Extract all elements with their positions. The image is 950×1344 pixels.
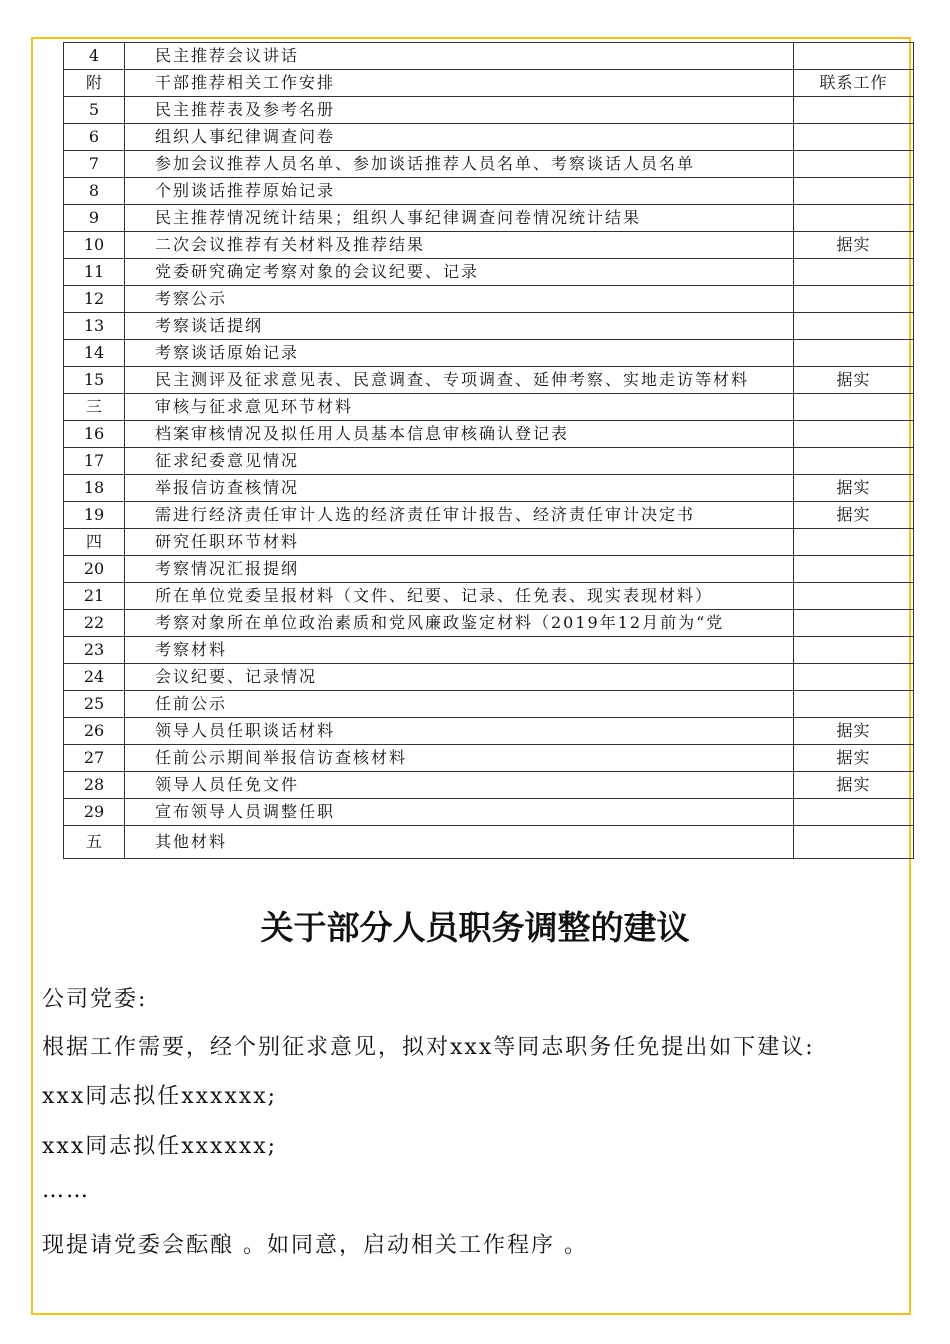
row-item: 领导人员任职谈话材料: [125, 718, 794, 745]
row-item: 党委研究确定考察对象的会议纪要、记录: [125, 259, 794, 286]
table-row: [64, 43, 914, 70]
row-item: 考察情况汇报提纲: [125, 556, 794, 583]
row-number: 25: [64, 691, 125, 718]
row-number: 17: [64, 448, 125, 475]
table-row: [64, 232, 914, 259]
row-number: 附: [64, 70, 125, 97]
row-item: 参加会议推荐人员名单、参加谈话推荐人员名单、考察谈话人员名单: [125, 151, 794, 178]
table-row: [64, 718, 914, 745]
table-row: [64, 394, 914, 421]
row-number: 29: [64, 799, 125, 826]
row-item: 考察对象所在单位政治素质和党风廉政鉴定材料（2019年12月前为“党: [125, 610, 794, 637]
row-item: 任前公示: [125, 691, 794, 718]
row-item: 民主推荐会议讲话: [125, 43, 794, 70]
row-item: 组织人事纪律调查问卷: [125, 124, 794, 151]
row-note: [794, 124, 914, 151]
row-note: 据实: [794, 772, 914, 799]
row-item: 考察公示: [125, 286, 794, 313]
intro-paragraph: 根据工作需要，经个别征求意见，拟对xxx等同志职务任免提出如下建议:: [42, 1035, 815, 1060]
row-item: 所在单位党委呈报材料（文件、纪要、记录、任免表、现实表现材料）: [125, 583, 794, 610]
table-row: [64, 97, 914, 124]
row-item: 领导人员任免文件: [125, 772, 794, 799]
row-note: [794, 664, 914, 691]
row-number: 14: [64, 340, 125, 367]
row-number: 9: [64, 205, 125, 232]
proposal-line-2: xxx同志拟任xxxxxx;: [42, 1134, 278, 1159]
row-note: [794, 610, 914, 637]
row-note: [794, 421, 914, 448]
row-number: 18: [64, 475, 125, 502]
row-note: 联系工作: [794, 70, 914, 97]
row-note: [794, 97, 914, 124]
table-row: [64, 178, 914, 205]
table-row: [64, 367, 914, 394]
row-note: 据实: [794, 502, 914, 529]
row-note: [794, 691, 914, 718]
table-row: [64, 502, 914, 529]
row-note: [794, 151, 914, 178]
proposal-line-1: xxx同志拟任xxxxxx;: [42, 1084, 278, 1109]
table-row: [64, 826, 914, 859]
row-item: 干部推荐相关工作安排: [125, 70, 794, 97]
row-number: 28: [64, 772, 125, 799]
row-note: [794, 205, 914, 232]
row-item: 征求纪委意见情况: [125, 448, 794, 475]
materials-table: [63, 42, 914, 859]
row-note: 据实: [794, 232, 914, 259]
row-number: 16: [64, 421, 125, 448]
row-note: [794, 259, 914, 286]
row-number: 15: [64, 367, 125, 394]
row-item: 需进行经济责任审计人选的经济责任审计报告、经济责任审计决定书: [125, 502, 794, 529]
table-row: [64, 583, 914, 610]
row-item: 研究任职环节材料: [125, 529, 794, 556]
row-note: [794, 556, 914, 583]
table-row: [64, 691, 914, 718]
row-number: 19: [64, 502, 125, 529]
row-number: 5: [64, 97, 125, 124]
row-item: 宣布领导人员调整任职: [125, 799, 794, 826]
row-note: [794, 637, 914, 664]
row-item: 考察谈话原始记录: [125, 340, 794, 367]
row-note: [794, 178, 914, 205]
row-number: 21: [64, 583, 125, 610]
row-number: 22: [64, 610, 125, 637]
table-row: [64, 70, 914, 97]
table-row: [64, 205, 914, 232]
row-number: 三: [64, 394, 125, 421]
row-note: 据实: [794, 367, 914, 394]
row-item: 会议纪要、记录情况: [125, 664, 794, 691]
row-item: 任前公示期间举报信访查核材料: [125, 745, 794, 772]
row-number: 6: [64, 124, 125, 151]
row-note: 据实: [794, 475, 914, 502]
ellipsis: ……: [42, 1178, 90, 1203]
row-note: [794, 43, 914, 70]
row-number: 27: [64, 745, 125, 772]
row-note: 据实: [794, 745, 914, 772]
table-row: [64, 799, 914, 826]
row-note: [794, 394, 914, 421]
table-row: [64, 313, 914, 340]
table-row: [64, 340, 914, 367]
row-item: 个别谈话推荐原始记录: [125, 178, 794, 205]
row-number: 26: [64, 718, 125, 745]
row-note: [794, 313, 914, 340]
table-row: [64, 745, 914, 772]
table-row: [64, 556, 914, 583]
row-item: 举报信访查核情况: [125, 475, 794, 502]
row-item: 考察材料: [125, 637, 794, 664]
table-row: [64, 151, 914, 178]
table-row: [64, 421, 914, 448]
table-row: [64, 259, 914, 286]
table-row: [64, 529, 914, 556]
row-note: [794, 286, 914, 313]
row-number: 23: [64, 637, 125, 664]
row-item: 民主测评及征求意见表、民意调查、专项调查、延伸考察、实地走访等材料: [125, 367, 794, 394]
row-note: 据实: [794, 718, 914, 745]
table-row: [64, 124, 914, 151]
row-item: 二次会议推荐有关材料及推荐结果: [125, 232, 794, 259]
row-note: [794, 448, 914, 475]
row-number: 12: [64, 286, 125, 313]
row-number: 20: [64, 556, 125, 583]
row-note: [794, 529, 914, 556]
table-row: [64, 475, 914, 502]
row-number: 24: [64, 664, 125, 691]
row-note: [794, 583, 914, 610]
row-item: 考察谈话提纲: [125, 313, 794, 340]
row-item: 其他材料: [125, 826, 794, 859]
table-row: [64, 772, 914, 799]
row-note: [794, 799, 914, 826]
document-title: 关于部分人员职务调整的建议: [260, 908, 690, 947]
row-item: 民主推荐表及参考名册: [125, 97, 794, 124]
row-item: 审核与征求意见环节材料: [125, 394, 794, 421]
table-row: [64, 448, 914, 475]
row-number: 四: [64, 529, 125, 556]
salutation: 公司党委:: [42, 987, 148, 1012]
row-item: 民主推荐情况统计结果；组织人事纪律调查问卷情况统计结果: [125, 205, 794, 232]
closing-paragraph: 现提请党委会酝酿 。如同意，启动相关工作程序 。: [42, 1233, 588, 1258]
table-row: [64, 637, 914, 664]
table-row: [64, 286, 914, 313]
row-number: 8: [64, 178, 125, 205]
row-number: 五: [64, 826, 125, 859]
row-number: 10: [64, 232, 125, 259]
table-row: [64, 664, 914, 691]
table-row: [64, 610, 914, 637]
row-item: 档案审核情况及拟任用人员基本信息审核确认登记表: [125, 421, 794, 448]
row-note: [794, 826, 914, 859]
row-note: [794, 340, 914, 367]
row-number: 11: [64, 259, 125, 286]
row-number: 4: [64, 43, 125, 70]
row-number: 13: [64, 313, 125, 340]
row-number: 7: [64, 151, 125, 178]
